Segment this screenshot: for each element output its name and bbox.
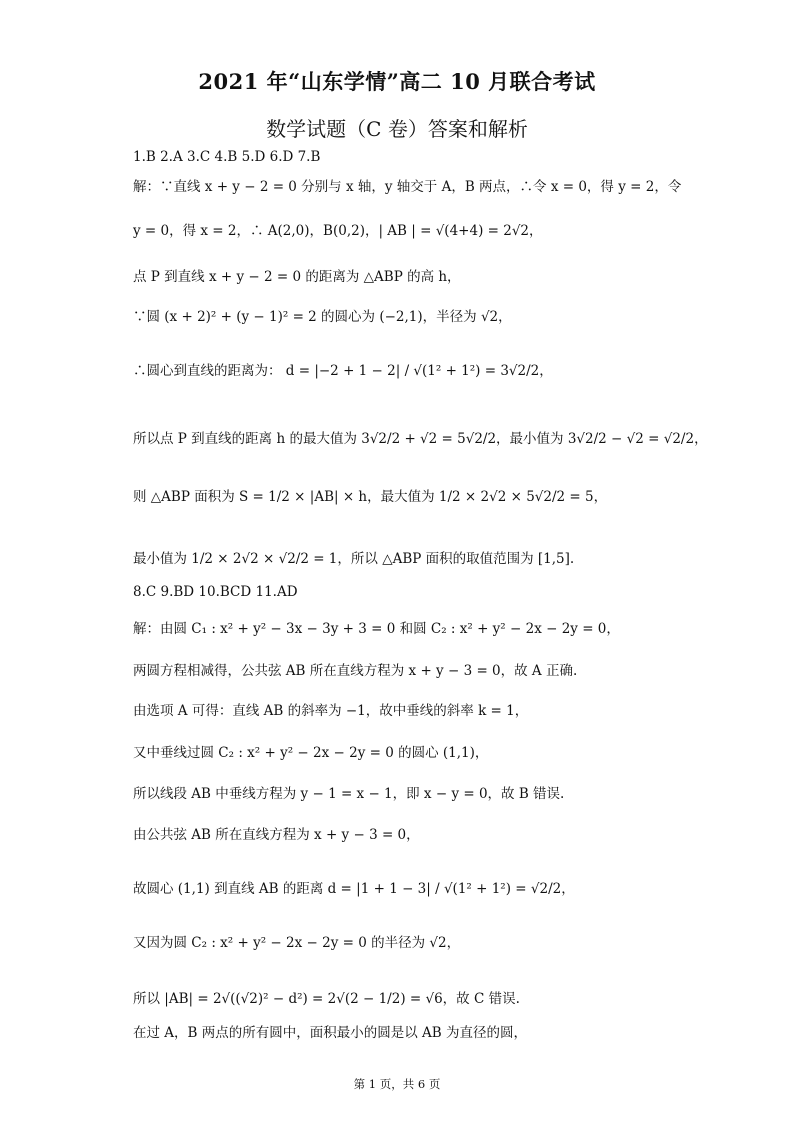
- solution-line: 解：由圆 C₁ : x² + y² − 3x − 3y + 3 = 0 和圆 C₂ : x² + y² − 2x − 2y = 0，: [133, 621, 620, 637]
- solution-line: 所以点 P 到直线的距离 h 的最大值为 3√2/2 + √2 = 5√2/2，最小值为 3√2/2 − √2 = √2/2，: [133, 431, 708, 447]
- solution-line: 最小值为 1/2 × 2√2 × √2/2 = 1，所以 △ABP 面积的取值范围为 [1,5].: [133, 551, 575, 567]
- solution-line: 所以线段 AB 中垂线方程为 y − 1 = x − 1，即 x − y = 0，故 B 错误.: [133, 786, 565, 802]
- page-title: 2021 年“山东学情”高二 10 月联合考试: [198, 69, 596, 94]
- solution-line: 解：∵直线 x + y − 2 = 0 分别与 x 轴，y 轴交于 A，B 两点，∴令 x = 0，得 y = 2，令: [133, 179, 682, 195]
- solution-line: 故圆心 (1,1) 到直线 AB 的距离 d = |1 + 1 − 3| / √(1² + 1²) = √2/2，: [133, 881, 575, 897]
- solution-line: ∵圆 (x + 2)² + (y − 1)² = 2 的圆心为 (−2,1)，半径为 √2，: [133, 309, 512, 325]
- solution-line: 由选项 A 可得：直线 AB 的斜率为 −1，故中垂线的斜率 k = 1，: [133, 703, 529, 719]
- solution-line: 两圆方程相减得，公共弦 AB 所在直线方程为 x + y − 3 = 0，故 A 正确.: [133, 663, 578, 679]
- solution-line: 由公共弦 AB 所在直线方程为 x + y − 3 = 0，: [133, 827, 420, 843]
- page-subtitle: 数学试题（C 卷）答案和解析: [266, 117, 528, 141]
- page-footer: 第 1 页，共 6 页: [353, 1077, 441, 1091]
- solution-line: 则 △ABP 面积为 S = 1/2 × |AB| × h，最大值为 1/2 × 2√2 × 5√2/2 = 5，: [133, 489, 608, 505]
- solution-line: ∴圆心到直线的距离为： d = |−2 + 1 − 2| / √(1² + 1²) = 3√2/2，: [133, 363, 553, 379]
- answer-line-1: 1.B 2.A 3.C 4.B 5.D 6.D 7.B: [133, 149, 321, 165]
- solution-line: 又中垂线过圆 C₂ : x² + y² − 2x − 2y = 0 的圆心 (1,1)，: [133, 745, 489, 761]
- solution-line: 所以 |AB| = 2√((√2)² − d²) = 2√(2 − 1/2) = √6，故 C 错误.: [133, 991, 520, 1007]
- solution-line: 点 P 到直线 x + y − 2 = 0 的距离为 △ABP 的高 h，: [133, 269, 461, 285]
- solution-line: 在过 A，B 两点的所有圆中，面积最小的圆是以 AB 为直径的圆，: [133, 1025, 528, 1041]
- solution-line: y = 0，得 x = 2，∴ A(2,0)，B(0,2)，| AB | = √(4+4) = 2√2，: [133, 223, 543, 239]
- solution-line: 又因为圆 C₂ : x² + y² − 2x − 2y = 0 的半径为 √2，: [133, 935, 461, 951]
- answer-line-2: 8.C 9.BD 10.BCD 11.AD: [133, 584, 298, 600]
